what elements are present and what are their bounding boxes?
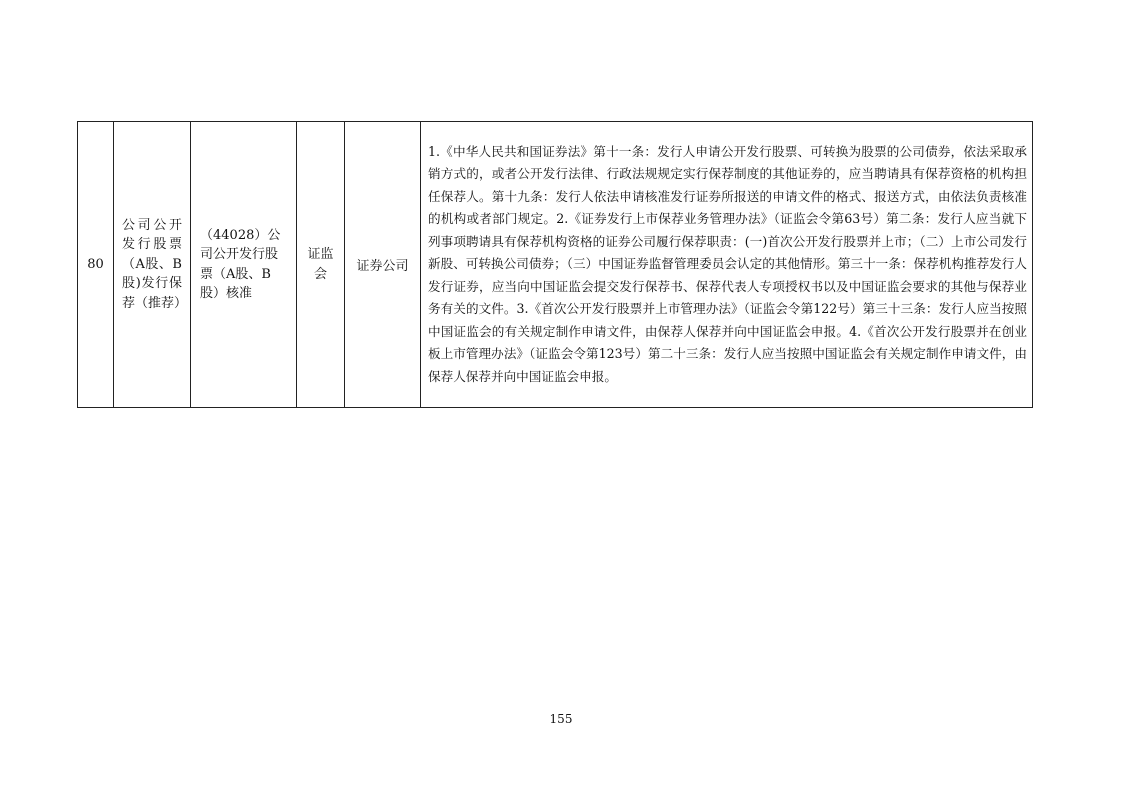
authority: 证监会 (307, 247, 334, 282)
page-number: 155 (549, 712, 573, 726)
row-number-cell (78, 122, 114, 408)
item-name-cell (114, 122, 191, 408)
legal-basis-cell (421, 122, 1033, 408)
sub-item-cell (191, 122, 297, 408)
target-cell (345, 122, 421, 408)
table-row (78, 122, 1033, 408)
item-name: 公司公开发行股票（A股、B股)发行保荐（推荐） (122, 217, 188, 311)
target: 证券公司 (356, 259, 409, 274)
regulation-table (77, 121, 1033, 408)
row-number: 80 (87, 257, 104, 272)
sub-item: （44028）公司公开发行股票（A股、B股）核准 (200, 227, 281, 301)
authority-cell (297, 122, 345, 408)
legal-basis: 1.《中华人民共和国证券法》第十一条：发行人申请公开发行股票、可转换为股票的公司债券，依法采取承销方式的，或者公开发行法律、行政法规规定实行保荐制度的其他证券的，应当聘请具有保荐资格的机构担任保荐人。第十九条：发行人依法申请核准发行证券所报送的申请文件的格式、报送方式，由依法负责核准的机构或者部门规定。2.《证券发行上市保荐业务管理办法》（证监会令第63号）第二条：发行人应当就下列事项聘请具有保荐机构资格的证券公司履行保荐职责：(一)首次公开发行股票并上市；（二）上市公司发行新股、可转换公司债券；（三）中国证券监督管理委员会认定的其他情形。第三十一条：保荐机构推荐发行人发行证券，应当向中国证监会提交发行保荐书、保荐代表人专项授权书以及中国证监会要求的其他与保荐业务有关的文件。3.《首次公开发行股票并上市管理办法》（证监会令第122号）第三十三条：发行人应当按照中国证监会的有关规定制作申请文件，由保荐人保荐并向中国证监会申报。4.《首次公开发行股票并在创业板上市管理办法》（证监会令第123号）第二十三条：发行人应当按照中国证监会有关规定制作申请文件，由保荐人保荐并向中国证监会申报。 (428, 143, 1027, 384)
